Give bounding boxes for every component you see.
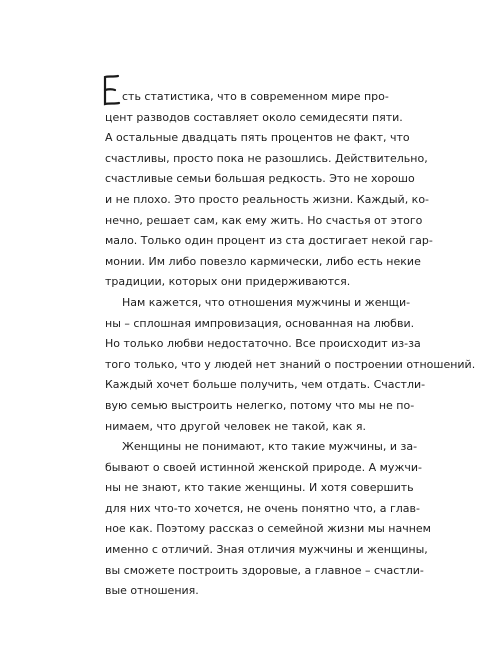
text-line: А остальные двадцать пять процентов не факт, что: [105, 131, 410, 145]
line-text: сть статистика, что в современном мире про-: [122, 90, 389, 103]
text-line: счастливые семьи большая редкость. Это не хорошо: [105, 172, 415, 186]
text-line: того только, что у людей нет знаний о построении отношений.: [105, 357, 476, 371]
paragraph-3: [105, 437, 431, 602]
text-line: именно с отличий. Зная отличия мужчины и женщины,: [105, 543, 428, 557]
text-line: монии. Им либо повезло кармически, либо есть некие: [105, 254, 421, 268]
text-line: [105, 87, 388, 108]
text-line: счастливы, просто пока не разошлись. Действительно,: [105, 151, 428, 165]
text-line: нечно, решает сам, как ему жить. Но счастья от этого: [105, 213, 423, 227]
text-line: ное как. Поэтому рассказ о семейной жизни мы начнем: [105, 522, 431, 536]
text-line: для них что-то хочется, не очень понятно что, а глав-: [105, 501, 420, 515]
text-line: вы сможете построить здоровые, а главное – счастли-: [105, 563, 424, 577]
body-text: [105, 87, 476, 602]
paragraph-1: [105, 87, 433, 293]
text-line: Каждый хочет больше получить, чем отдать. Счастли-: [105, 378, 426, 392]
text-line: Но только любви недостаточно. Все происходит из-за: [105, 337, 421, 351]
text-line: Женщины не понимают, кто такие мужчины, и за-: [122, 440, 418, 454]
text-line: ны – сплошная импровизация, основанная на любви.: [105, 316, 415, 330]
text-line: Нам кажется, что отношения мужчины и женщи-: [122, 295, 411, 309]
text-line: мало. Только один процент из ста достигает некой гар-: [105, 234, 433, 248]
text-line: и не плохо. Это просто реальность жизни. Каждый, ко-: [105, 192, 430, 206]
text-line: нимаем, что другой человек не такой, как я.: [105, 419, 367, 433]
text-line: ны не знают, кто такие женщины. И хотя совершить: [105, 481, 414, 495]
text-line: цент разводов составляет около семидесяти пяти.: [105, 110, 403, 124]
text-line: вые отношения.: [105, 584, 199, 598]
text-line: вую семью выстроить нелегко, потому что мы не по-: [105, 398, 415, 412]
text-line: бывают о своей истинной женской природе. А мужчи-: [105, 460, 422, 474]
paragraph-2: [105, 293, 476, 437]
dropcap-letter: [102, 73, 122, 107]
text-line: традиции, которых они придерживаются.: [105, 275, 351, 289]
